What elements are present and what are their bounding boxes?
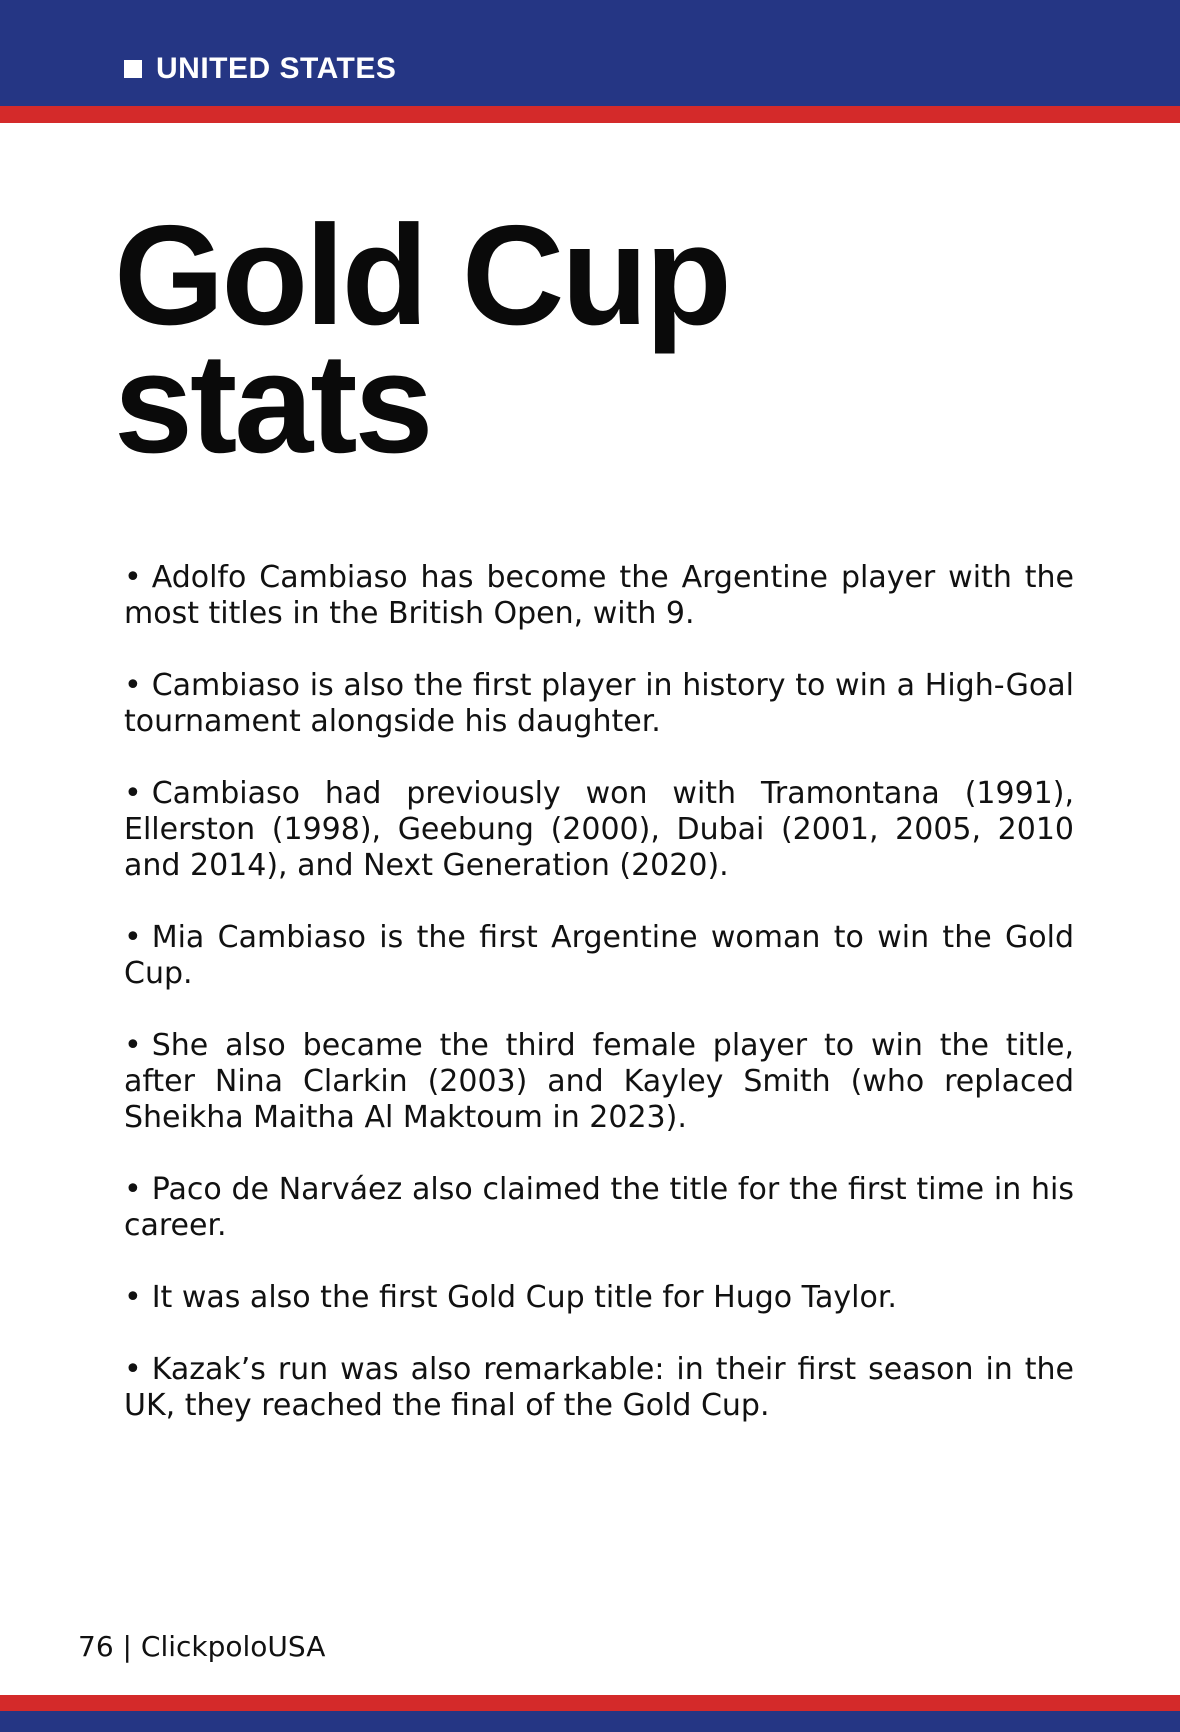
bullet-icon: • <box>124 1280 142 1315</box>
list-item <box>124 1172 1074 1244</box>
list-item <box>124 1028 1074 1136</box>
bullet-icon: • <box>124 1352 142 1387</box>
list-item-text: Adolfo Cambiaso has become the Argentine player with the most titles in the British Open, with 9. <box>124 560 1074 631</box>
page-footer <box>78 1630 325 1663</box>
list-item <box>124 560 1074 632</box>
list-item <box>124 920 1074 992</box>
page-title-line-1: Gold Cup <box>114 196 729 355</box>
bullet-icon: • <box>124 1028 142 1063</box>
header-stripe <box>0 106 1180 123</box>
page-number: 76 <box>78 1630 114 1663</box>
list-item-text: She also became the third female player to win the title, after Nina Clarkin (2003) and Kayley Smith (who replaced Sheikha Maitha Al Maktoum in 2023). <box>124 1028 1074 1135</box>
page-title <box>114 196 1014 483</box>
list-item <box>124 776 1074 884</box>
stats-list <box>124 560 1074 1460</box>
page-title-line-2: stats <box>114 324 431 483</box>
footer-separator: | <box>122 1630 132 1663</box>
bullet-icon: • <box>124 560 142 595</box>
publication-name: ClickpoloUSA <box>140 1630 326 1663</box>
bullet-icon: • <box>124 920 142 955</box>
bullet-icon: • <box>124 776 142 811</box>
bullet-icon: • <box>124 1172 142 1207</box>
list-item <box>124 1352 1074 1424</box>
footer-band <box>0 1711 1180 1732</box>
list-item-text: Kazak’s run was also remarkable: in their first season in the UK, they reached the final of the Gold Cup. <box>124 1352 1074 1423</box>
list-item-text: Cambiaso is also the first player in history to win a High-Goal tournament alongside his daughter. <box>124 668 1074 739</box>
footer-stripe <box>0 1695 1180 1711</box>
square-icon <box>124 60 142 78</box>
list-item-text: It was also the first Gold Cup title for Hugo Taylor. <box>151 1280 897 1315</box>
section-label <box>124 52 396 86</box>
list-item <box>124 1280 1074 1316</box>
list-item-text: Paco de Narváez also claimed the title for the first time in his career. <box>124 1172 1074 1243</box>
list-item-text: Cambiaso had previously won with Tramontana (1991), Ellerston (1998), Geebung (2000), Dubai (2001, 2005, 2010 and 2014), and Next Generation (2020). <box>124 776 1074 883</box>
list-item <box>124 668 1074 740</box>
section-label-text: UNITED STATES <box>156 52 397 85</box>
list-item-text: Mia Cambiaso is the first Argentine woman to win the Gold Cup. <box>124 920 1074 991</box>
bullet-icon: • <box>124 668 142 703</box>
